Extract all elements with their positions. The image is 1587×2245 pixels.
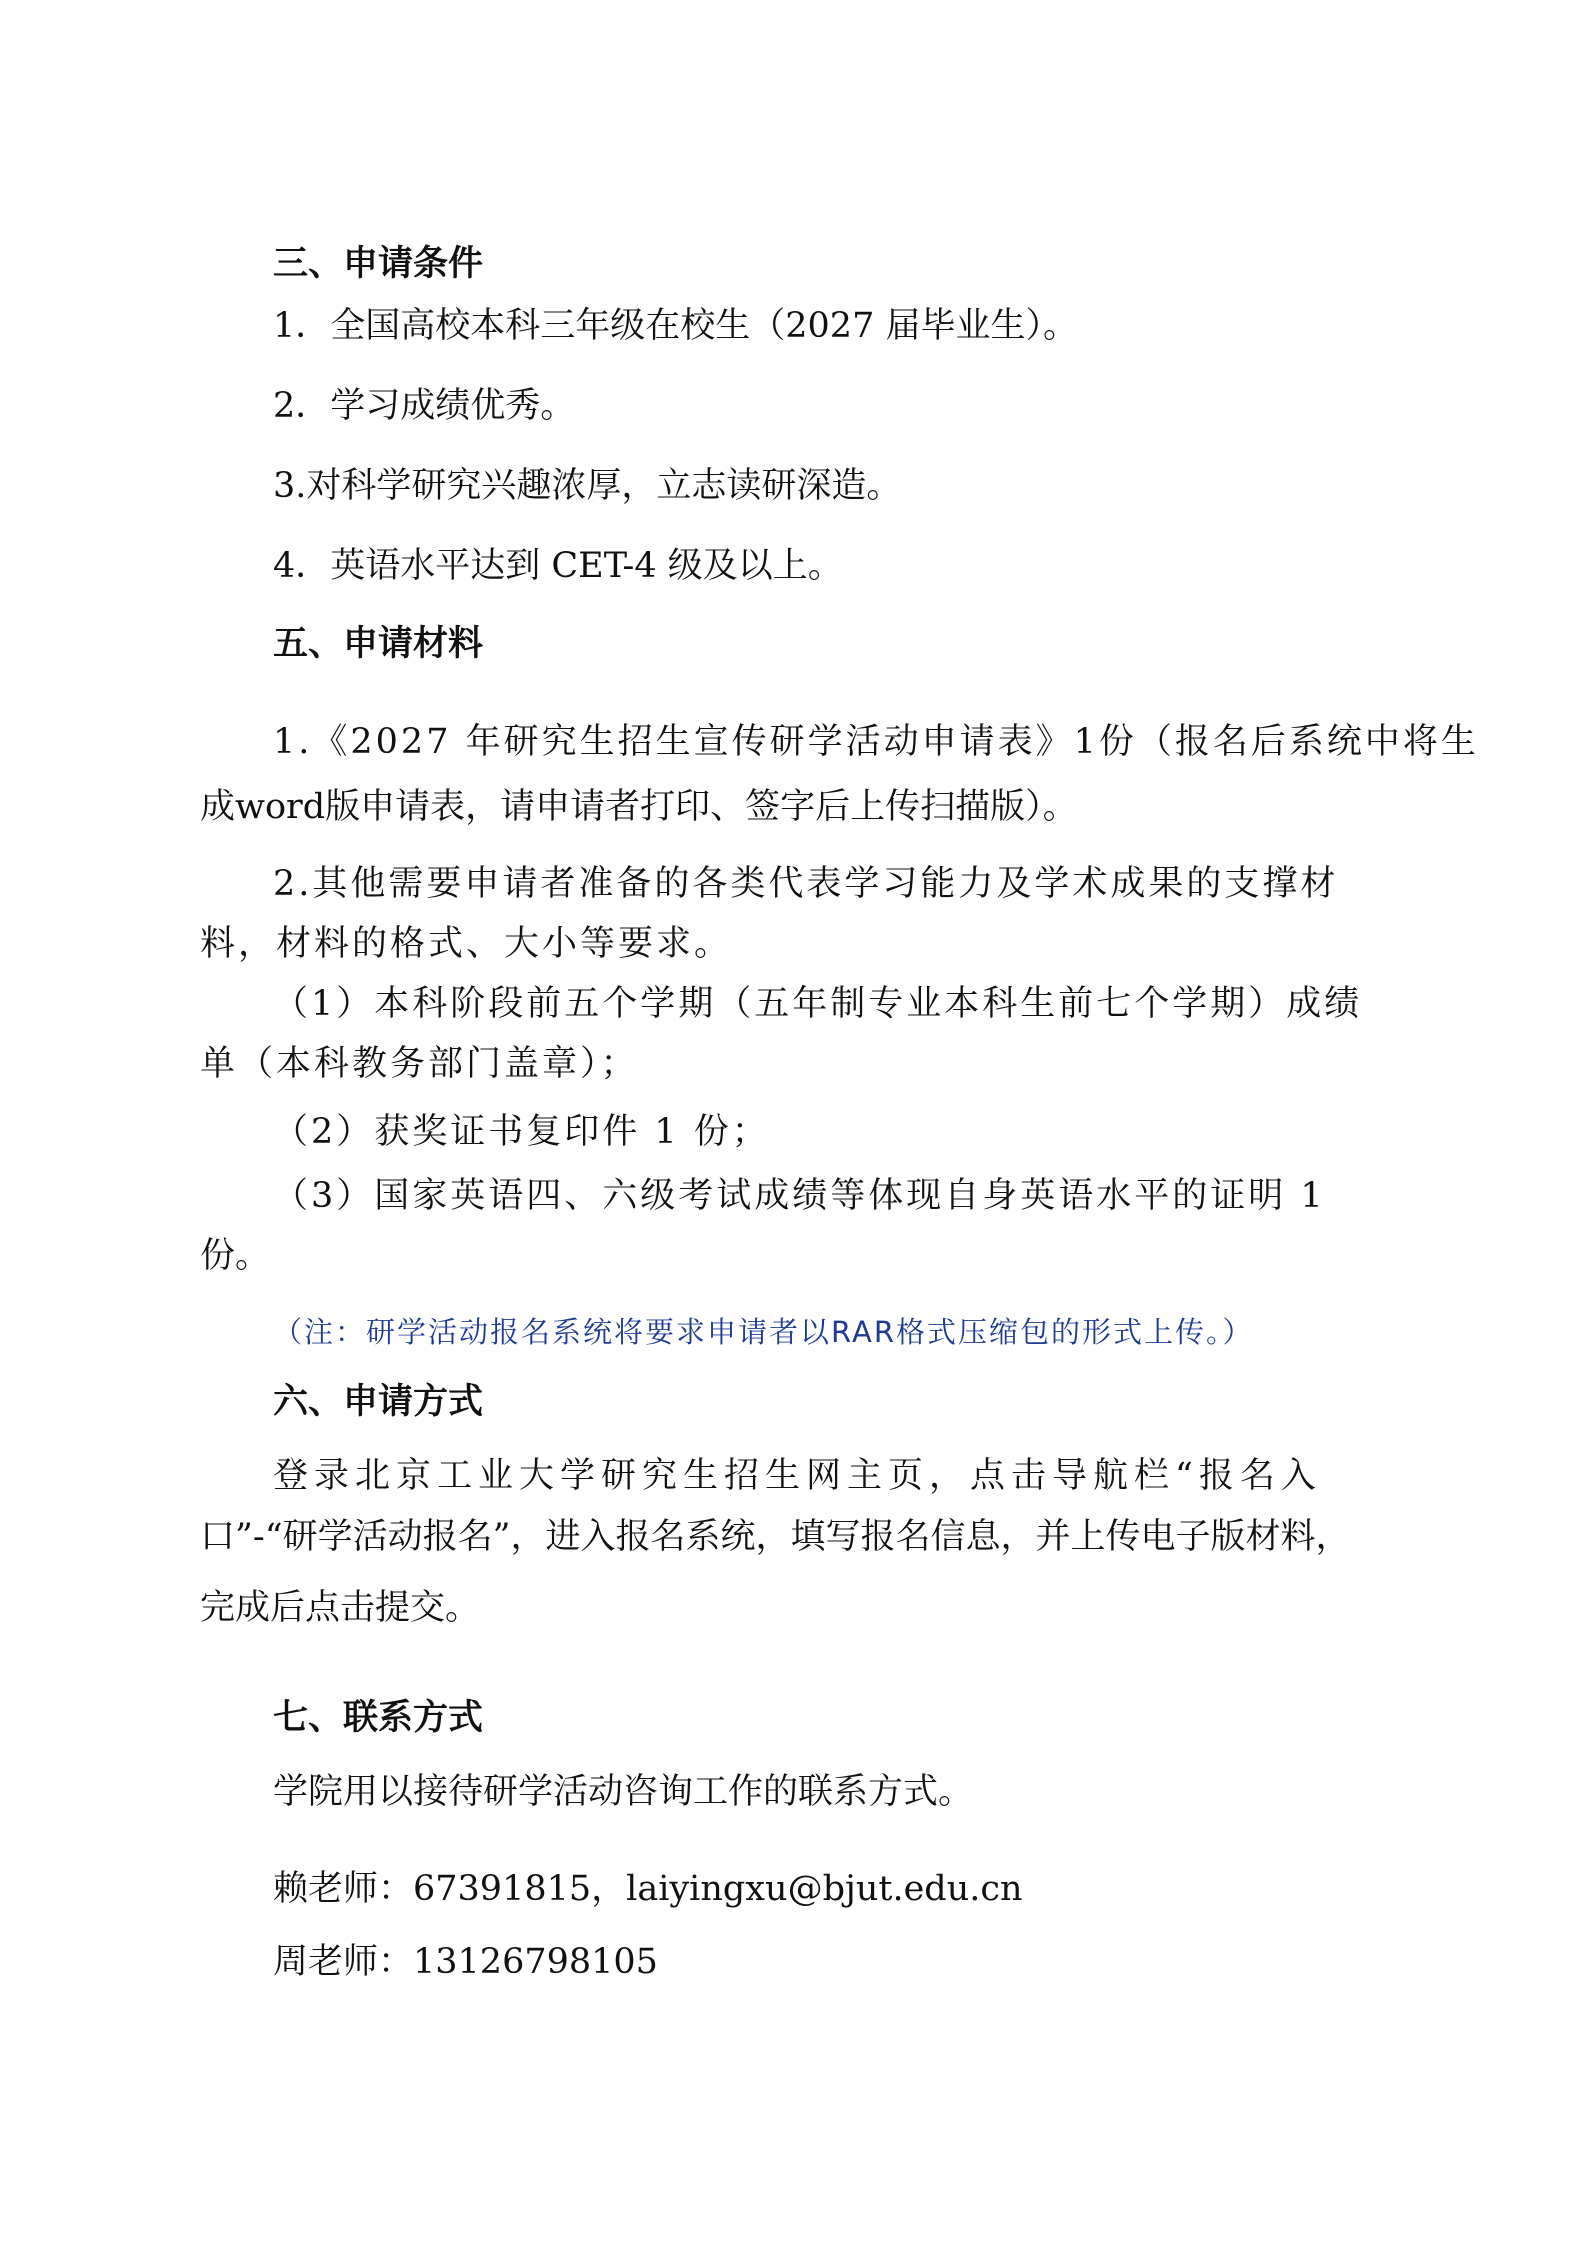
section-heading-contact: 七、联系方式: [273, 1698, 484, 1738]
condition-item-4: 4．英语水平达到 CET-4 级及以上。: [273, 546, 843, 586]
condition-item-2: 2．学习成绩优秀。: [273, 386, 576, 426]
condition-item-1: 1．全国高校本科三年级在校生（2027 届毕业生）。: [273, 306, 1078, 346]
materials-sub-1-line-2: 单（本科教务部门盖章）；: [200, 1044, 639, 1084]
method-line-3: 完成后点击提交。: [200, 1588, 481, 1628]
materials-sub-3-line-1: （3）国家英语四、六级考试成绩等体现自身英语水平的证明 1: [273, 1176, 1326, 1216]
materials-item-2-line-1: 2.其他需要申请者准备的各类代表学习能力及学术成果的支撑材: [273, 864, 1339, 904]
contact-teacher-lai: 赖老师：67391815，laiyingxu@bjut.edu.cn: [273, 1869, 1023, 1909]
materials-item-1-line-1: 1.《2027 年研究生招生宣传研学活动申请表》1份（报名后系统中将生: [273, 722, 1479, 762]
section-heading-materials: 五、申请材料: [273, 624, 484, 664]
method-line-2: 口”-“研学活动报名”，进入报名系统，填写报名信息，并上传电子版材料，: [200, 1517, 1351, 1557]
method-line-1: 登录北京工业大学研究生招生网主页，点击导航栏“报名入: [273, 1456, 1322, 1496]
materials-item-2-line-2: 料，材料的格式、大小等要求。: [200, 924, 733, 964]
contact-teacher-zhou: 周老师：13126798105: [273, 1942, 658, 1982]
condition-item-3: 3.对科学研究兴趣浓厚，立志读研深造。: [273, 466, 902, 506]
materials-sub-3-line-2: 份。: [200, 1236, 271, 1276]
section-heading-method: 六、申请方式: [273, 1382, 484, 1422]
materials-upload-note: （注：研学活动报名系统将要求申请者以RAR格式压缩包的形式上传。）: [273, 1315, 1254, 1349]
materials-sub-2: （2）获奖证书复印件 1 份；: [273, 1112, 770, 1152]
contact-intro: 学院用以接待研学活动咨询工作的联系方式。: [273, 1772, 974, 1812]
materials-sub-1-line-1: （1）本科阶段前五个学期（五年制专业本科生前七个学期）成绩: [273, 984, 1363, 1024]
section-heading-conditions: 三、申请条件: [273, 244, 484, 284]
materials-item-1-line-2: 成word版申请表，请申请者打印、签字后上传扫描版）。: [200, 787, 1078, 827]
